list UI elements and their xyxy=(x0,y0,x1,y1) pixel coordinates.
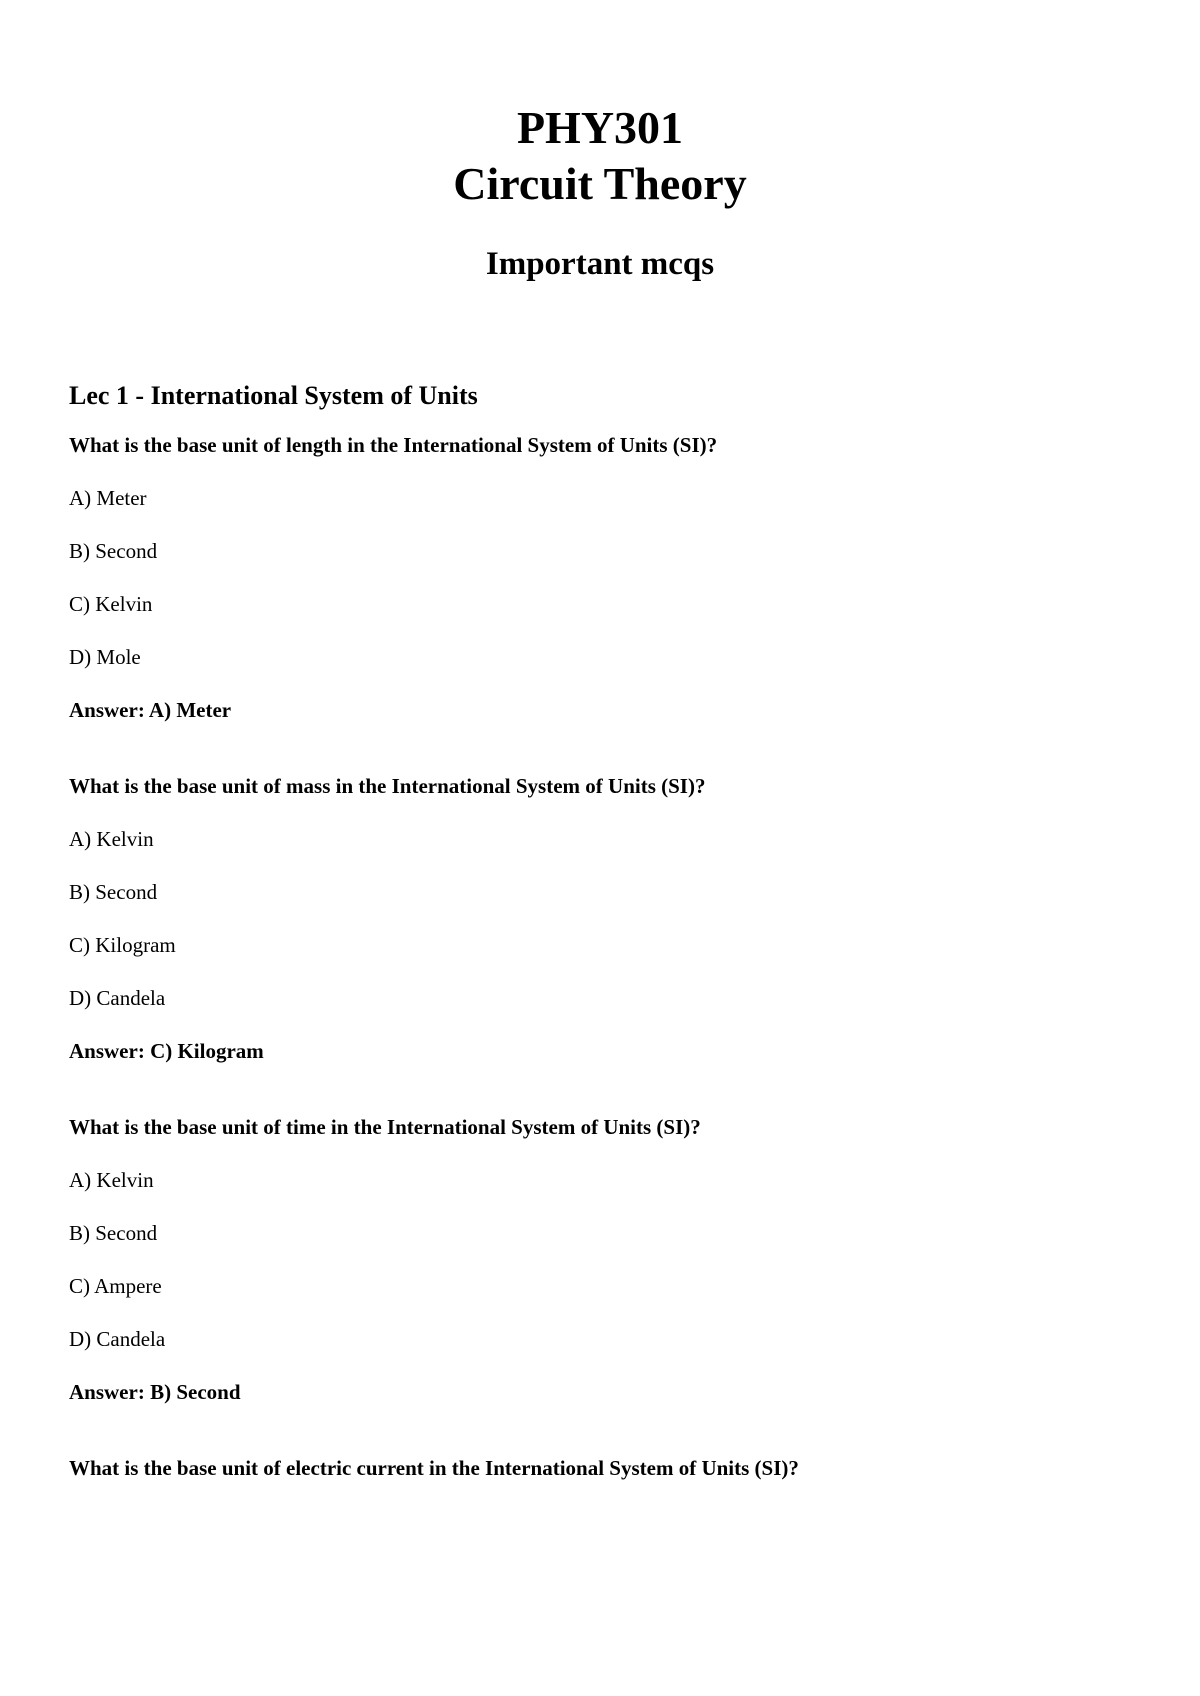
question-text: What is the base unit of electric current in the International System of Units (SI)? xyxy=(69,1456,799,1480)
option-d: D) Mole xyxy=(69,645,141,669)
course-code: PHY301 xyxy=(516,102,684,153)
question-text: What is the base unit of mass in the International System of Units (SI)? xyxy=(69,774,706,798)
option-a: A) Kelvin xyxy=(69,827,154,851)
question-block xyxy=(69,432,1149,723)
section-heading: Lec 1 - International System of Units xyxy=(69,381,478,410)
answer-text: Answer: C) Kilogram xyxy=(69,1039,264,1063)
question-text: What is the base unit of length in the International System of Units (SI)? xyxy=(69,433,718,457)
answer-text: Answer: B) Second xyxy=(69,1380,241,1404)
question-block xyxy=(69,1114,1149,1405)
option-c: C) Kilogram xyxy=(69,933,176,957)
option-b: B) Second xyxy=(69,1221,158,1245)
option-c: C) Ampere xyxy=(69,1274,162,1298)
title-block xyxy=(0,100,1200,284)
option-d: D) Candela xyxy=(69,986,166,1010)
option-b: B) Second xyxy=(69,539,158,563)
question-text: What is the base unit of time in the International System of Units (SI)? xyxy=(69,1115,701,1139)
option-c: C) Kelvin xyxy=(69,592,153,616)
question-block xyxy=(69,1455,1149,1481)
option-d: D) Candela xyxy=(69,1327,166,1351)
course-name: Circuit Theory xyxy=(453,158,747,209)
answer-text: Answer: A) Meter xyxy=(69,698,232,722)
question-block xyxy=(69,773,1149,1064)
option-a: A) Meter xyxy=(69,486,147,510)
content-area xyxy=(69,380,1149,1531)
option-b: B) Second xyxy=(69,880,158,904)
option-a: A) Kelvin xyxy=(69,1168,154,1192)
document-subtitle: Important mcqs xyxy=(485,246,715,282)
